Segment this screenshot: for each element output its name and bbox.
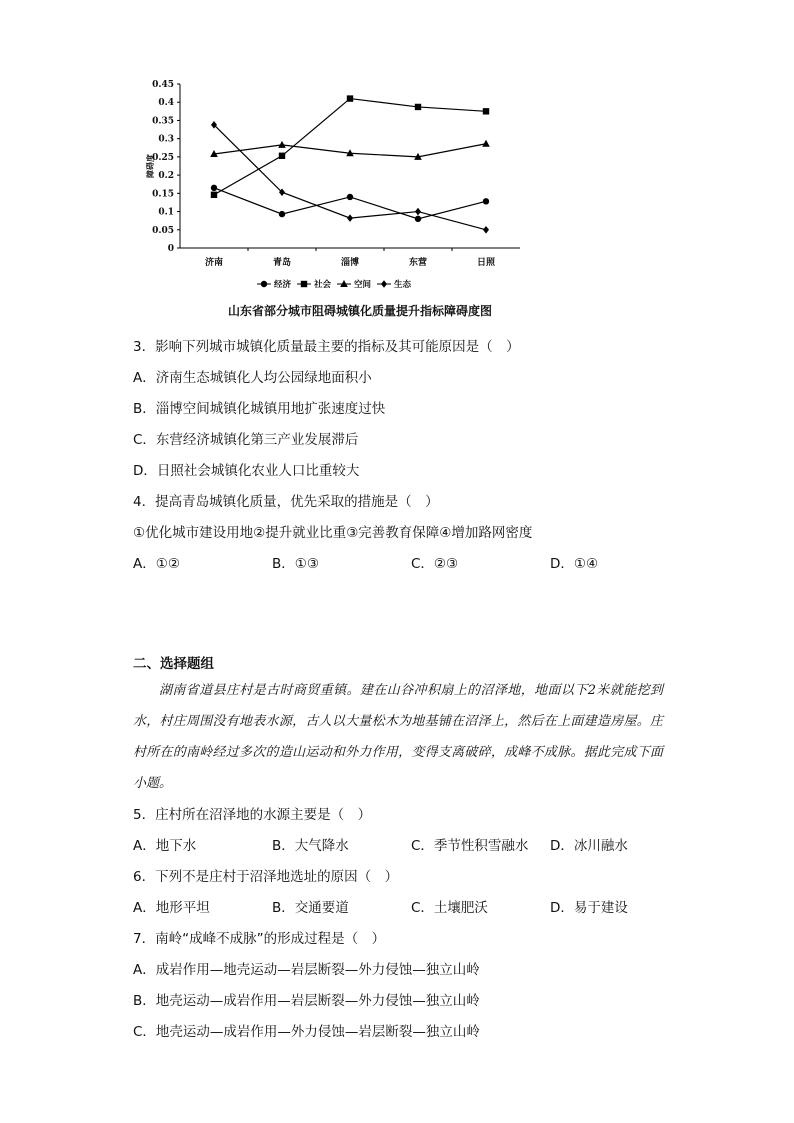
- q6-option-c: C．土壤肥沃: [411, 900, 488, 916]
- data-point-circle: [483, 198, 489, 204]
- x-tick-labels: [205, 256, 496, 268]
- q7-option-a: A．成岩作用—地壳运动—岩层断裂—外力侵蚀—独立山岭: [133, 962, 480, 978]
- q7-stem: 7．南岭“成峰不成脉”的形成过程是（ ）: [133, 931, 386, 947]
- q4-stem: 4．提高青岛城镇化质量，优先采取的措施是（ ）: [133, 494, 439, 510]
- data-point-diamond: [415, 208, 421, 216]
- data-point-diamond: [483, 226, 489, 234]
- y-tick-label: 0.15: [152, 189, 174, 200]
- q6-stem: 6．下列不是庄村于沼泽地选址的原因（ ）: [133, 869, 399, 885]
- data-point-circle: [347, 194, 353, 200]
- q6-option-d: D．易于建设: [550, 900, 628, 916]
- x-tick-label: 淄博: [340, 258, 360, 268]
- legend-label: 社会: [314, 280, 332, 290]
- data-point-square: [347, 95, 353, 101]
- series-line-circle: [214, 188, 486, 219]
- y-tick-label: 0.35: [152, 116, 174, 127]
- x-tick-label: 东营: [408, 258, 428, 268]
- q6-option-b: B．交通要道: [272, 900, 349, 916]
- legend-marker-circle: [261, 281, 267, 287]
- section-title: 二、选择题组: [133, 656, 214, 672]
- q4-option-d: D．①④: [550, 556, 599, 572]
- q3-option-c: C．东营经济城镇化第三产业发展滞后: [133, 432, 359, 448]
- y-tick-label: 0.45: [152, 80, 174, 90]
- q4-option-a: A．①②: [133, 556, 180, 572]
- legend-marker-square: [301, 281, 307, 287]
- data-point-circle: [279, 211, 285, 217]
- chart-caption: 山东省部分城市阻碍城镇化质量提升指标障碍度图: [227, 304, 492, 318]
- y-tick-label: 0.25: [152, 152, 174, 163]
- q7-option-c: C．地壳运动—成岩作用—外力侵蚀—岩层断裂—独立山岭: [133, 1024, 480, 1040]
- x-tick-label: 济南: [204, 258, 224, 268]
- reading-passage: [133, 675, 663, 799]
- q7-option-b: B．地壳运动—成岩作用—岩层断裂—外力侵蚀—独立山岭: [133, 993, 480, 1009]
- q4-items: ①优化城市建设用地②提升就业比重③完善教育保障④增加路网密度: [133, 525, 533, 541]
- q3-option-b: B．淄博空间城镇化城镇用地扩张速度过快: [133, 401, 386, 417]
- x-tick-label: 青岛: [272, 258, 292, 268]
- y-tick-label: 0.2: [158, 171, 174, 182]
- q5-option-b: B．大气降水: [272, 838, 349, 854]
- q5-option-a: A．地下水: [133, 838, 197, 854]
- legend-marker-diamond: [381, 280, 387, 288]
- series-lines: [214, 99, 486, 230]
- q4-option-c: C．②③: [411, 556, 459, 572]
- legend-label: 空间: [354, 280, 372, 290]
- q3-option-d: D．日照社会城镇化农业人口比重较大: [133, 463, 360, 479]
- data-point-triangle: [278, 141, 286, 148]
- y-tick-label: 0.3: [158, 134, 174, 145]
- series-line-square: [214, 99, 486, 195]
- q6-option-a: A．地形平坦: [133, 900, 210, 916]
- chart-legend: [257, 279, 412, 290]
- passage-text: 湖南省道县庄村是古时商贸重镇。建在山谷冲积扇上的沼泽地，地面以下2米就能挖到水，村庄周围没有地表水源，古人以大量松木为地基铺在沼泽上，然后在上面建造房屋。庄村所在的南岭经过多次的造山运动和外力作用，变得支离破碎，成峰不成脉。据此完成下面小题。: [133, 683, 663, 791]
- series-line-diamond: [214, 125, 486, 230]
- data-point-triangle: [482, 140, 490, 147]
- chart-axes: [177, 84, 520, 251]
- legend-label: 生态: [394, 280, 412, 290]
- x-tick-label: 日照: [476, 258, 496, 268]
- y-tick-label: 0.1: [158, 207, 174, 218]
- data-point-circle: [211, 185, 217, 191]
- y-tick-label: 0.05: [152, 225, 174, 236]
- series-markers: [210, 95, 490, 233]
- y-tick-labels: [152, 80, 174, 254]
- q3-option-a: A．济南生态城镇化人均公园绿地面积小: [133, 370, 372, 386]
- data-point-square: [415, 104, 421, 110]
- q3-stem: 3．影响下列城市城镇化质量最主要的指标及其可能原因是（ ）: [133, 339, 520, 355]
- data-point-square: [279, 153, 285, 159]
- y-tick-label: 0: [167, 244, 174, 254]
- data-point-diamond: [347, 214, 353, 222]
- y-axis-label: 障碍度: [145, 154, 155, 178]
- data-point-square: [483, 108, 489, 114]
- data-point-square: [211, 192, 217, 198]
- q5-stem: 5．庄村所在沼泽地的水源主要是（ ）: [133, 807, 372, 823]
- y-tick-label: 0.4: [158, 98, 174, 109]
- data-point-circle: [415, 216, 421, 222]
- q5-option-c: C．季节性积雪融水: [411, 838, 529, 854]
- obstacle-degree-line-chart: [135, 70, 525, 295]
- q4-option-b: B．①③: [272, 556, 319, 572]
- q5-option-d: D．冰川融水: [550, 838, 628, 854]
- legend-label: 经济: [274, 280, 292, 290]
